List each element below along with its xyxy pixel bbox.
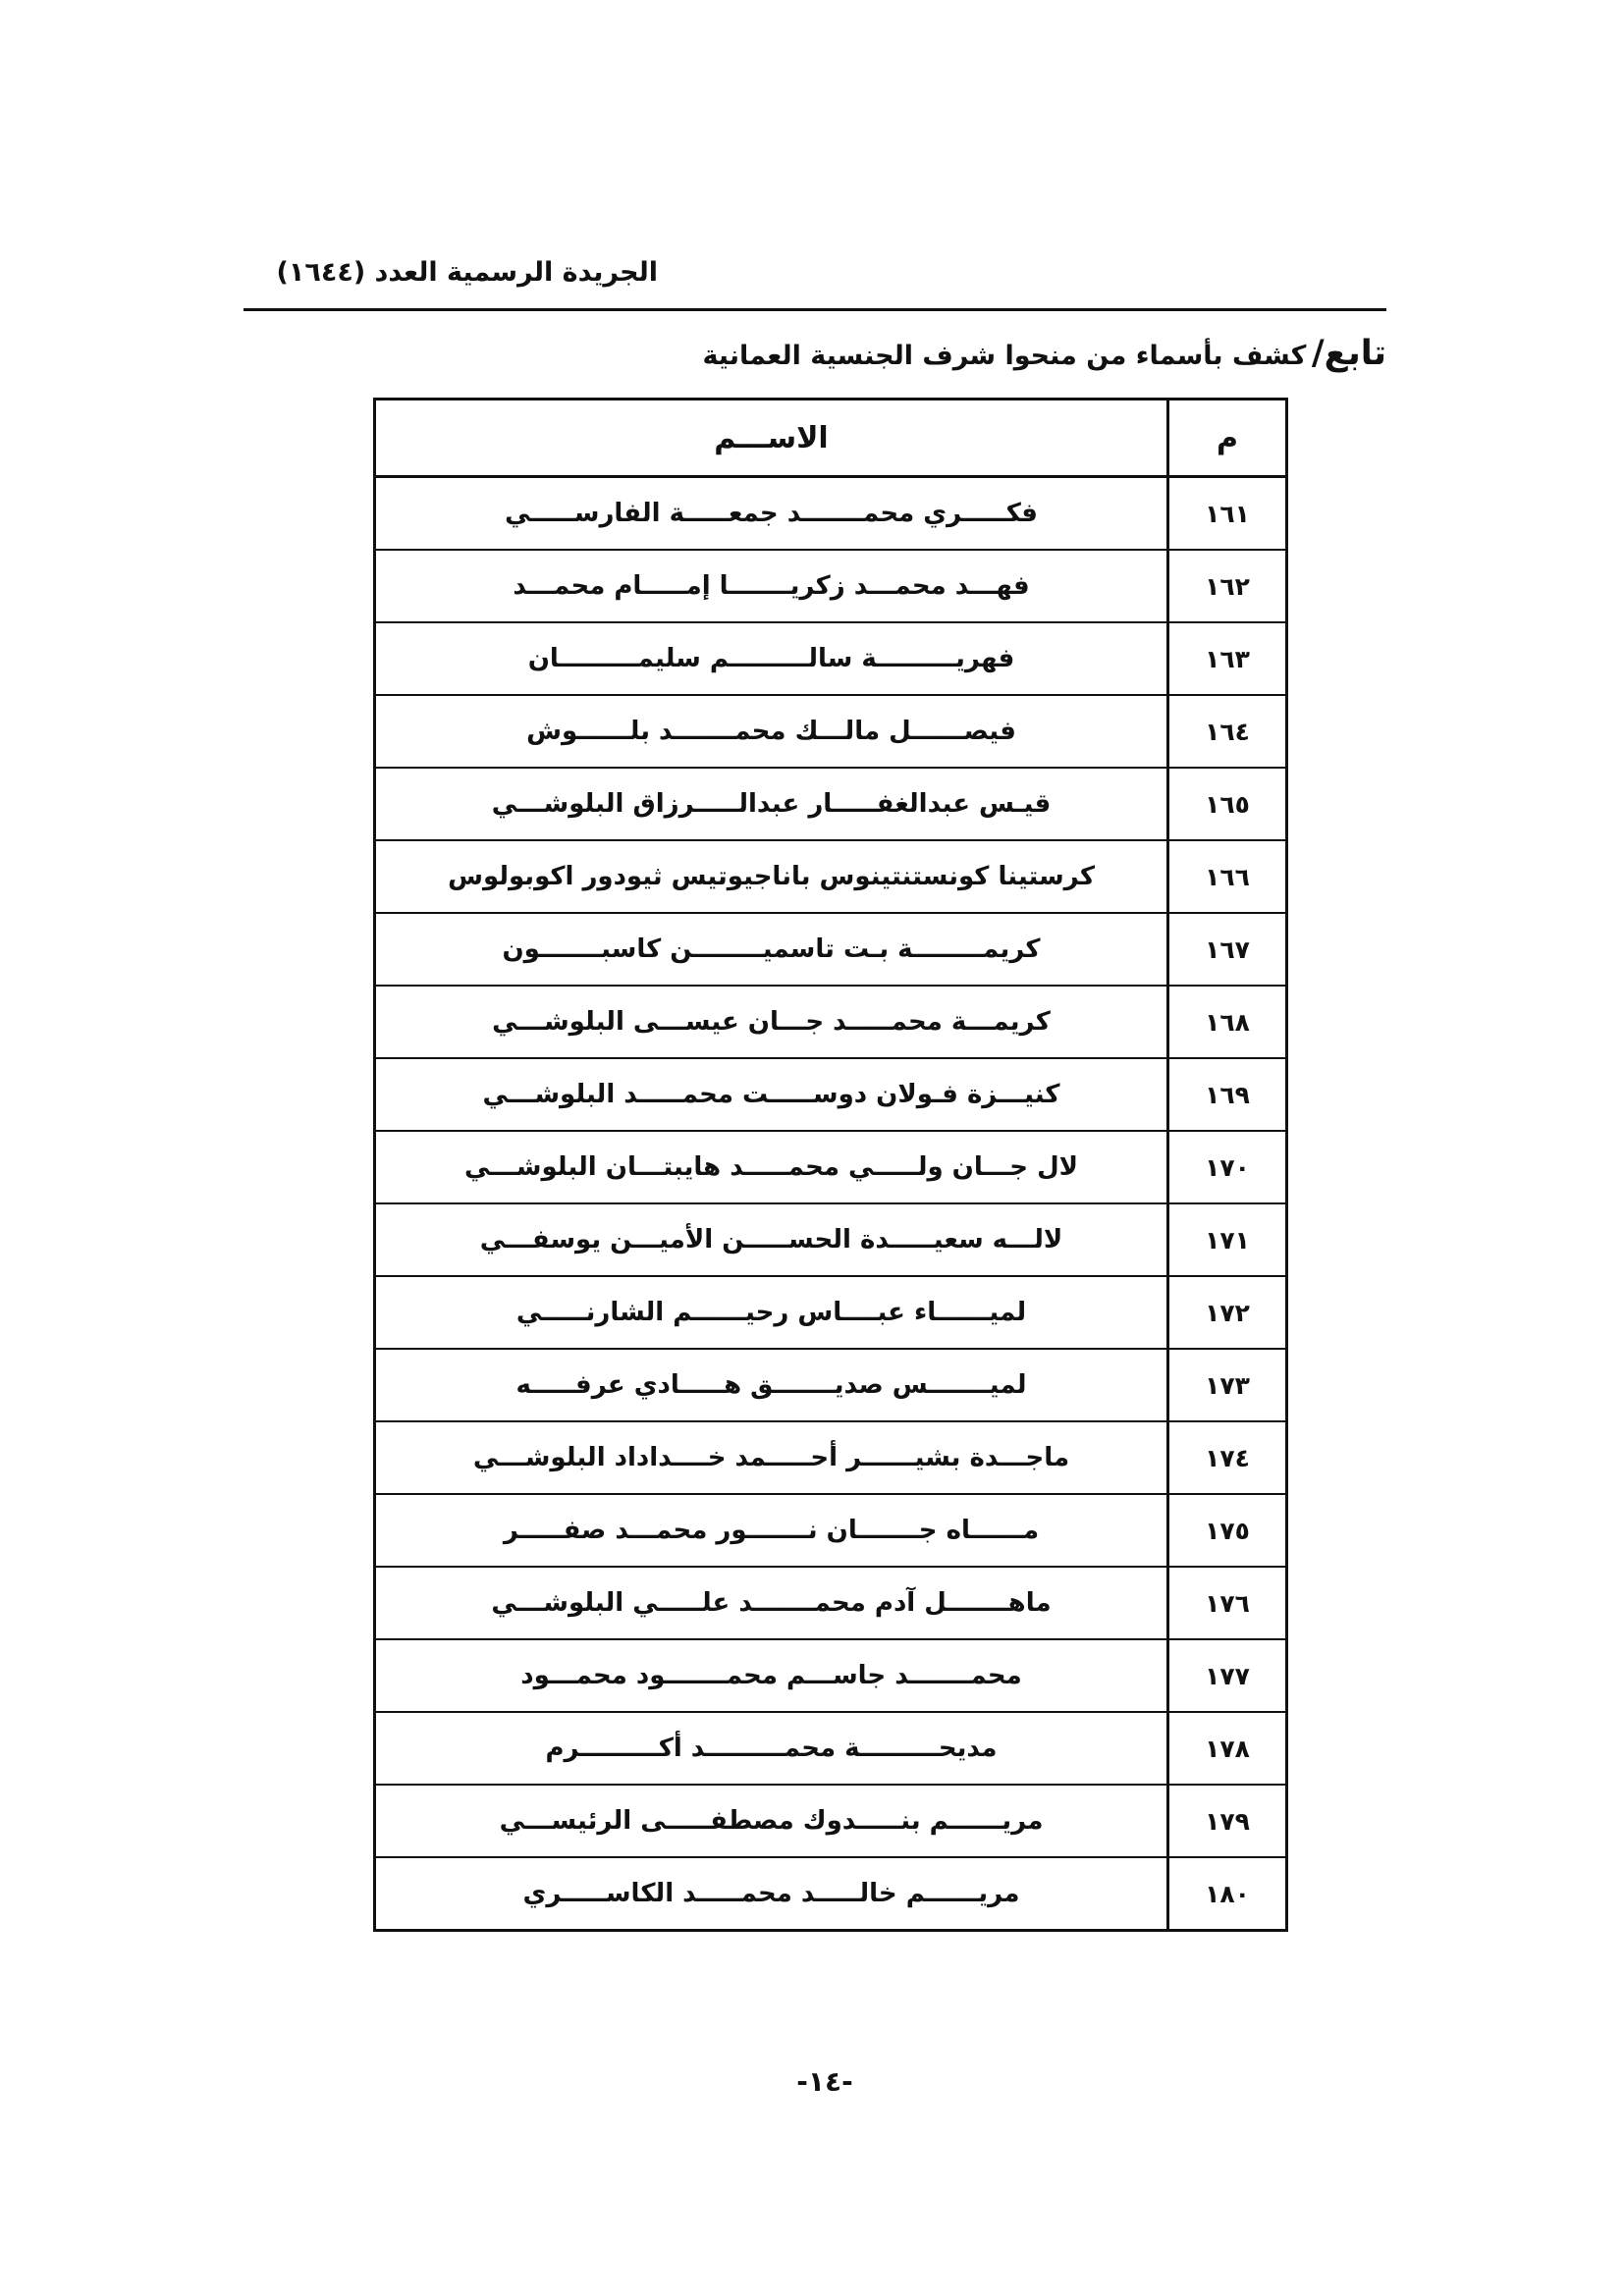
row-number: ١٦٥ xyxy=(1168,768,1287,840)
table-row xyxy=(375,1131,1287,1203)
row-number: ١٧٢ xyxy=(1168,1276,1287,1349)
row-number: ١٦١ xyxy=(1168,477,1287,551)
row-name: محمـــــــد جاســـم محمـــــــود محمـــود xyxy=(375,1639,1168,1712)
row-number: ١٦٨ xyxy=(1168,986,1287,1058)
row-number: ١٦٧ xyxy=(1168,913,1287,986)
row-name: فكـــــري محمـــــــد جمعـــــة الفارســـــي xyxy=(375,477,1168,551)
row-number: ١٧٨ xyxy=(1168,1712,1287,1785)
table-row xyxy=(375,477,1287,551)
table-row xyxy=(375,913,1287,986)
row-name: مريــــــم بنـــــدوك مصطفـــــى الرئيســـي xyxy=(375,1785,1168,1857)
row-number: ١٧٧ xyxy=(1168,1639,1287,1712)
row-number: ١٧٩ xyxy=(1168,1785,1287,1857)
table-row xyxy=(375,1785,1287,1857)
table-row xyxy=(375,1639,1287,1712)
row-name: مريــــــم خالـــــد محمـــــد الكاســـــري xyxy=(375,1857,1168,1931)
column-header-number: م xyxy=(1168,400,1287,477)
row-name: فيصــــــل مالـــك محمـــــــد بلــــــوش xyxy=(375,695,1168,768)
row-number: ١٧٥ xyxy=(1168,1494,1287,1567)
table-row xyxy=(375,840,1287,913)
row-name: لال جـــان ولـــــي محمـــــد هايبتـــان البلوشـــي xyxy=(375,1131,1168,1203)
row-number: ١٧١ xyxy=(1168,1203,1287,1276)
row-name: ماهـــــــل آدم محمـــــــد علـــــي البلوشـــي xyxy=(375,1567,1168,1639)
row-name: لميــــــاء عبــــاس رحيــــــم الشارنـــــي xyxy=(375,1276,1168,1349)
table-row xyxy=(375,768,1287,840)
row-name: كريمــــــــة بـت تاسميــــــــن كاسبـــــــون xyxy=(375,913,1168,986)
row-name: ماجـــدة بشيــــــر أحـــــمد خــــداداد البلوشـــي xyxy=(375,1421,1168,1494)
row-number: ١٨٠ xyxy=(1168,1857,1287,1931)
row-name: كنيـــزة فـولان دوســـــت محمـــــد البلوشـــي xyxy=(375,1058,1168,1131)
row-name: مديحـــــــــة محمـــــــــد أكـــــــــرم xyxy=(375,1712,1168,1785)
row-number: ١٦٢ xyxy=(1168,550,1287,622)
column-header-name: الاســـم xyxy=(375,400,1168,477)
table-row xyxy=(375,1349,1287,1421)
table-row xyxy=(375,550,1287,622)
header-divider xyxy=(244,308,1386,311)
page-number: -١٤- xyxy=(796,2065,853,2098)
row-number: ١٧٣ xyxy=(1168,1349,1287,1421)
table-row xyxy=(375,1058,1287,1131)
row-name: لالـــه سعيـــــدة الحســـــن الأميـــن يوسفـــي xyxy=(375,1203,1168,1276)
table-row xyxy=(375,695,1287,768)
row-number: ١٦٣ xyxy=(1168,622,1287,695)
table-row xyxy=(375,986,1287,1058)
row-number: ١٦٤ xyxy=(1168,695,1287,768)
gazette-issue-title: الجريدة الرسمية العدد (١٦٤٤) xyxy=(276,257,658,288)
subtitle-text: كشف بأسماء من منحوا شرف الجنسية العمانية xyxy=(702,341,1307,371)
table-row xyxy=(375,1857,1287,1931)
table-row xyxy=(375,1567,1287,1639)
row-number: ١٧٦ xyxy=(1168,1567,1287,1639)
row-name: مــــــاه جـــــــان نـــــــور محمـــد صفـــــر xyxy=(375,1494,1168,1567)
table-row xyxy=(375,1203,1287,1276)
table-row xyxy=(375,1276,1287,1349)
row-number: ١٧٤ xyxy=(1168,1421,1287,1494)
row-name: كريمـــة محمـــــد جـــان عيســـى البلوشـــي xyxy=(375,986,1168,1058)
subtitle-continued-label: تابع/ xyxy=(1311,334,1386,373)
table-header-row xyxy=(375,400,1287,477)
row-name: فهـــد محمـــد زكريـــــــا إمـــــام محمـــد xyxy=(375,550,1168,622)
row-name: قيـس عبدالغفـــــار عبدالـــــرزاق البلوشـــي xyxy=(375,768,1168,840)
table-row xyxy=(375,622,1287,695)
table-row xyxy=(375,1712,1287,1785)
row-number: ١٧٠ xyxy=(1168,1131,1287,1203)
document-subtitle xyxy=(589,334,1386,373)
table-row xyxy=(375,1494,1287,1567)
row-name: فهريـــــــــة سالـــــــــم سليمـــــــــان xyxy=(375,622,1168,695)
row-number: ١٦٦ xyxy=(1168,840,1287,913)
row-name: لميـــــــس صديـــــــق هـــــادي عرفـــــه xyxy=(375,1349,1168,1421)
row-name: كرستينا كونستنتينوس باناجيوتيس ثيودور اكوبولوس xyxy=(375,840,1168,913)
table-row xyxy=(375,1421,1287,1494)
citizenship-names-table xyxy=(373,398,1288,1932)
row-number: ١٦٩ xyxy=(1168,1058,1287,1131)
